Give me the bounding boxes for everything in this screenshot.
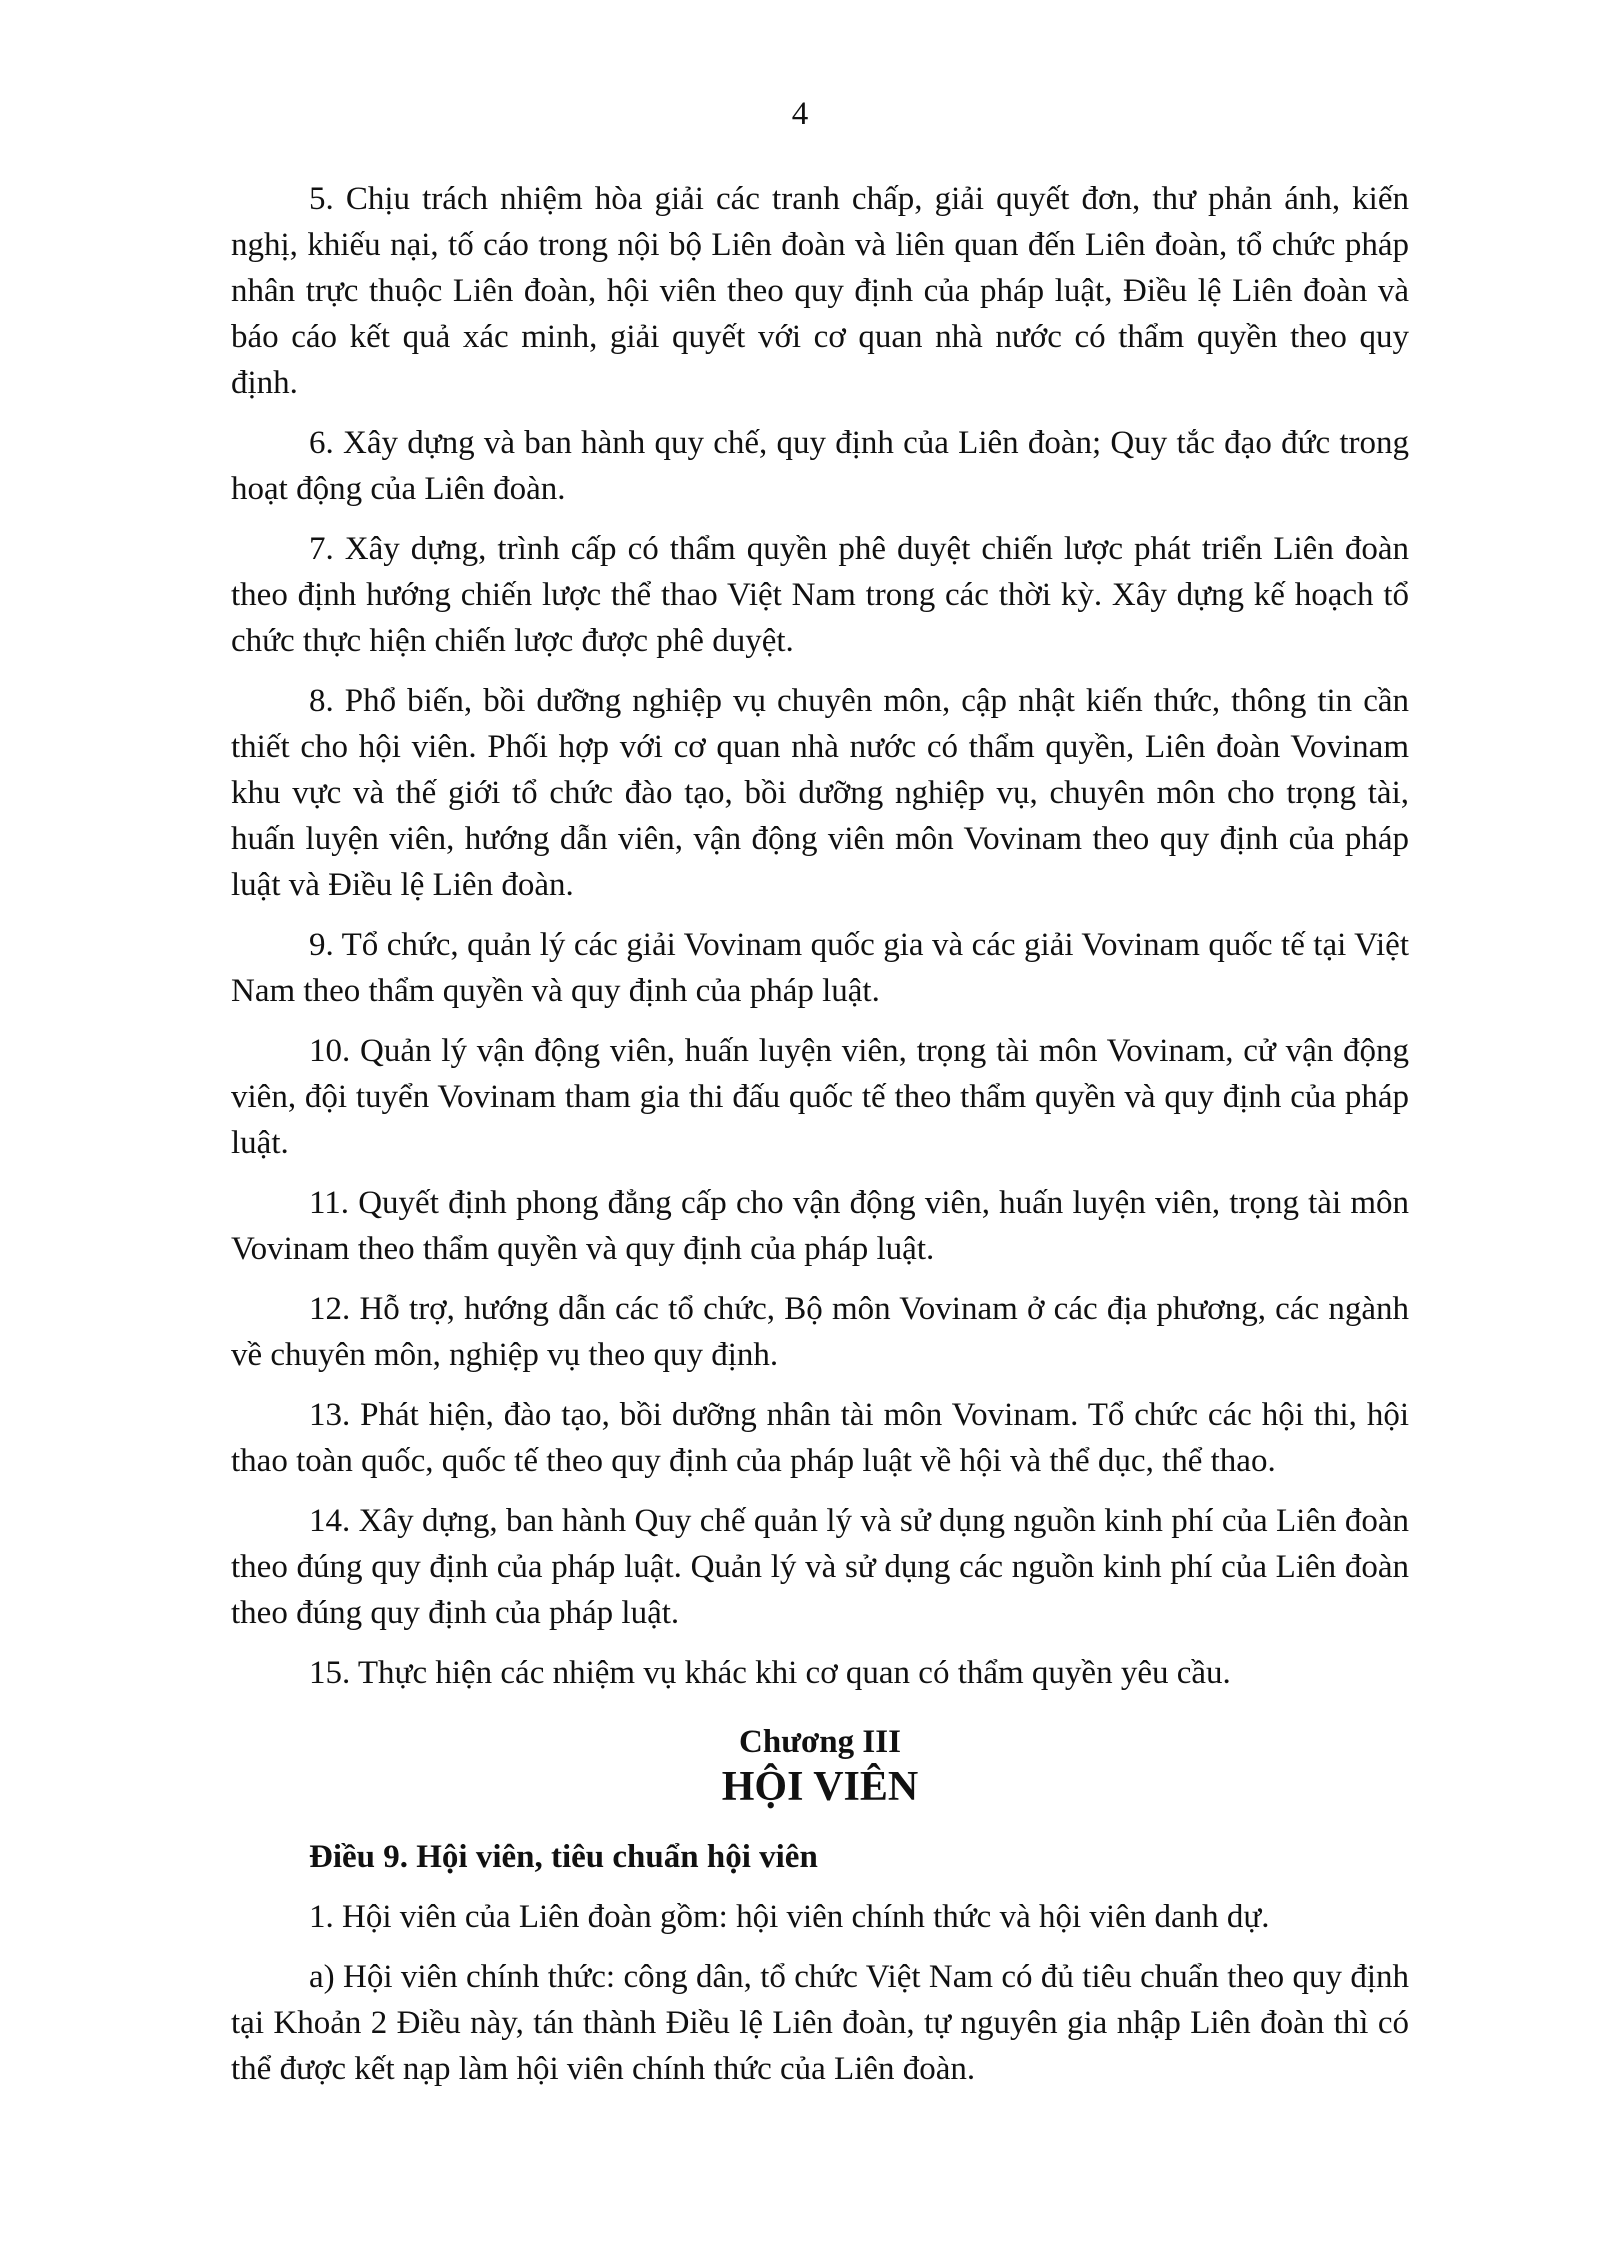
paragraph-item-8: 8. Phổ biến, bồi dưỡng nghiệp vụ chuyên môn, cập nhật kiến thức, thông tin cần thiết cho hội viên. Phối hợp với cơ quan nhà nước có thẩm quyền, Liên đoàn Vovinam khu vực và thế giới tổ chức đào tạo, bồi dưỡng nghiệp vụ, chuyên môn cho trọng tài, huấn luyện viên, hướng dẫn viên, vận động viên môn Vovinam theo quy định của pháp luật và Điều lệ Liên đoàn. xyxy=(231,683,1409,903)
paragraph-item-7: 7. Xây dựng, trình cấp có thẩm quyền phê duyệt chiến lược phát triển Liên đoàn theo định hướng chiến lược thể thao Việt Nam trong các thời kỳ. Xây dựng kế hoạch tổ chức thực hiện chiến lược được phê duyệt. xyxy=(231,531,1409,659)
document-body xyxy=(231,176,1409,2106)
paragraph-item-9: 9. Tổ chức, quản lý các giải Vovinam quốc gia và các giải Vovinam quốc tế tại Việt Nam theo thẩm quyền và quy định của pháp luật. xyxy=(231,927,1409,1009)
paragraph-item-15: 15. Thực hiện các nhiệm vụ khác khi cơ quan có thẩm quyền yêu cầu. xyxy=(309,1655,1231,1691)
paragraph-item-10: 10. Quản lý vận động viên, huấn luyện viên, trọng tài môn Vovinam, cử vận động viên, đội tuyển Vovinam tham gia thi đấu quốc tế theo thẩm quyền và quy định của pháp luật. xyxy=(231,1033,1409,1161)
article-heading: Điều 9. Hội viên, tiêu chuẩn hội viên xyxy=(309,1839,818,1875)
article-paragraph-1: 1. Hội viên của Liên đoàn gồm: hội viên chính thức và hội viên danh dự. xyxy=(309,1899,1270,1935)
chapter-title: HỘI VIÊN xyxy=(721,1764,919,1810)
paragraph-item-11: 11. Quyết định phong đẳng cấp cho vận động viên, huấn luyện viên, trọng tài môn Vovinam theo thẩm quyền và quy định của pháp luật. xyxy=(231,1185,1409,1267)
paragraph-item-6: 6. Xây dựng và ban hành quy chế, quy định của Liên đoàn; Quy tắc đạo đức trong hoạt động của Liên đoàn. xyxy=(231,425,1409,507)
article-paragraph-a: a) Hội viên chính thức: công dân, tổ chức Việt Nam có đủ tiêu chuẩn theo quy định tại Khoản 2 Điều này, tán thành Điều lệ Liên đoàn, tự nguyên gia nhập Liên đoàn thì có thể được kết nạp làm hội viên chính thức của Liên đoàn. xyxy=(231,1959,1409,2087)
page-number: 4 xyxy=(791,96,809,132)
paragraph-item-14: 14. Xây dựng, ban hành Quy chế quản lý và sử dụng nguồn kinh phí của Liên đoàn theo đúng quy định của pháp luật. Quản lý và sử dụng các nguồn kinh phí của Liên đoàn theo đúng quy định của pháp luật. xyxy=(231,1503,1409,1631)
paragraph-item-13: 13. Phát hiện, đào tạo, bồi dưỡng nhân tài môn Vovinam. Tổ chức các hội thi, hội thao toàn quốc, quốc tế theo quy định của pháp luật về hội và thể dục, thể thao. xyxy=(231,1397,1409,1479)
chapter-label: Chương III xyxy=(739,1724,901,1760)
paragraph-item-12: 12. Hỗ trợ, hướng dẫn các tổ chức, Bộ môn Vovinam ở các địa phương, các ngành về chuyên môn, nghiệp vụ theo quy định. xyxy=(231,1291,1409,1373)
paragraph-item-5: 5. Chịu trách nhiệm hòa giải các tranh chấp, giải quyết đơn, thư phản ánh, kiến nghị, khiếu nại, tố cáo trong nội bộ Liên đoàn và liên quan đến Liên đoàn, tổ chức pháp nhân trực thuộc Liên đoàn, hội viên theo quy định của pháp luật, Điều lệ Liên đoàn và báo cáo kết quả xác minh, giải quyết với cơ quan nhà nước có thẩm quyền theo quy định. xyxy=(231,181,1409,401)
chapter-heading xyxy=(231,1722,1409,1812)
